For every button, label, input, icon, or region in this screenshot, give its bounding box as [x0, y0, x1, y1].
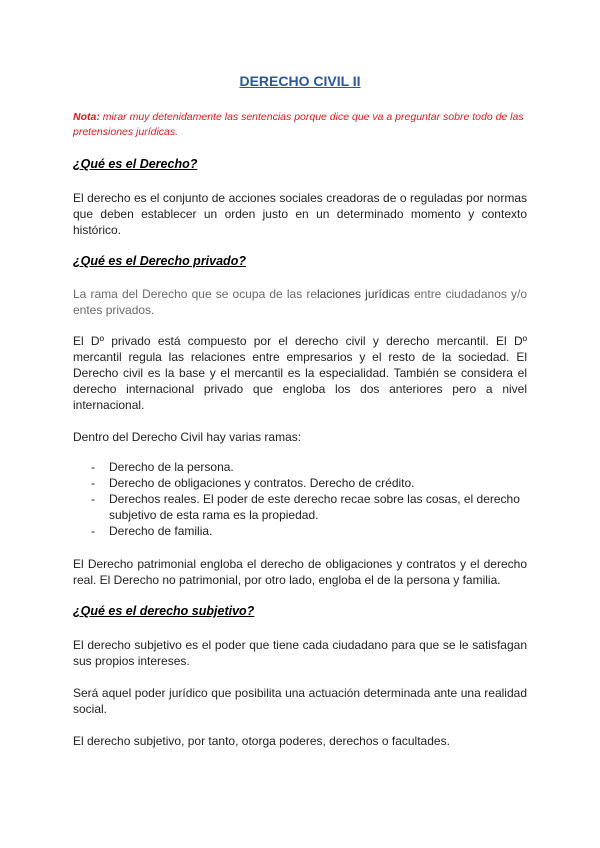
- paragraph-ramas-intro: Dentro del Derecho Civil hay varias ramas:: [73, 430, 302, 444]
- list-item: - Derecho de obligaciones y contratos. Derecho de crédito.: [91, 476, 415, 490]
- paragraph-derecho-privado-part2: entre ciudadanos y/o entes privados.: [73, 287, 528, 317]
- note-text: mirar muy detenidamente las sentencias porque dice que va a preguntar sobre todo de las pretensiones jurídicas.: [73, 111, 524, 138]
- document-title: DERECHO CIVIL II: [239, 73, 361, 89]
- note-label: Nota:: [73, 111, 100, 123]
- paragraph-patrimonial: El Derecho patrimonial engloba el derecho de obligaciones y contratos y el derecho real. El Derecho no patrimonial, por otro lado, engloba el de la persona y familia.: [73, 557, 527, 587]
- paragraph-subjetivo-facultades: El derecho subjetivo, por tanto, otorga poderes, derechos o facultades.: [73, 734, 450, 748]
- list-item: - Derechos reales. El poder de este derecho recae sobre las cosas, el derecho subjetivo de esta rama es la propiedad.: [91, 492, 520, 522]
- paragraph-poder-juridico: Será aquel poder jurídico que posibilita una actuación determinada ante una realidad social.: [73, 686, 527, 716]
- list-item: - Derecho de la persona.: [91, 460, 234, 474]
- relaciones-juridicas-link: laciones jurídicas: [317, 287, 410, 301]
- list-item: - Derecho de familia.: [91, 524, 213, 538]
- paragraph-derecho-privado: [73, 286, 527, 318]
- ramas-list: [73, 459, 527, 539]
- heading-derecho-subjetivo: ¿Qué es el derecho subjetivo?: [73, 604, 255, 618]
- paragraph-subjetivo-definicion: El derecho subjetivo es el poder que tiene cada ciudadano para que se le satisfagan sus propios intereses.: [73, 638, 527, 668]
- heading-derecho-privado: ¿Qué es el Derecho privado?: [73, 254, 246, 268]
- paragraph-derecho-privado-part1: La rama del Derecho que se ocupa de las re: [73, 287, 318, 301]
- paragraph-composicion-privado: El Dº privado está compuesto por el derecho civil y derecho mercantil. El Dº mercantil regula las relaciones entre empresarios y el resto de la sociedad. El Derecho civil es la base y el mercantil es la especialidad. También se considera el derecho internacional privado que engloba los dos anteriores pero a nivel internacional.: [73, 334, 527, 412]
- paragraph-definicion-derecho: El derecho es el conjunto de acciones sociales creadoras de o reguladas por normas que deben establecer un orden justo en un determinado momento y contexto histórico.: [73, 191, 527, 237]
- heading-que-es-derecho: ¿Qué es el Derecho?: [73, 157, 198, 171]
- note: [73, 110, 533, 140]
